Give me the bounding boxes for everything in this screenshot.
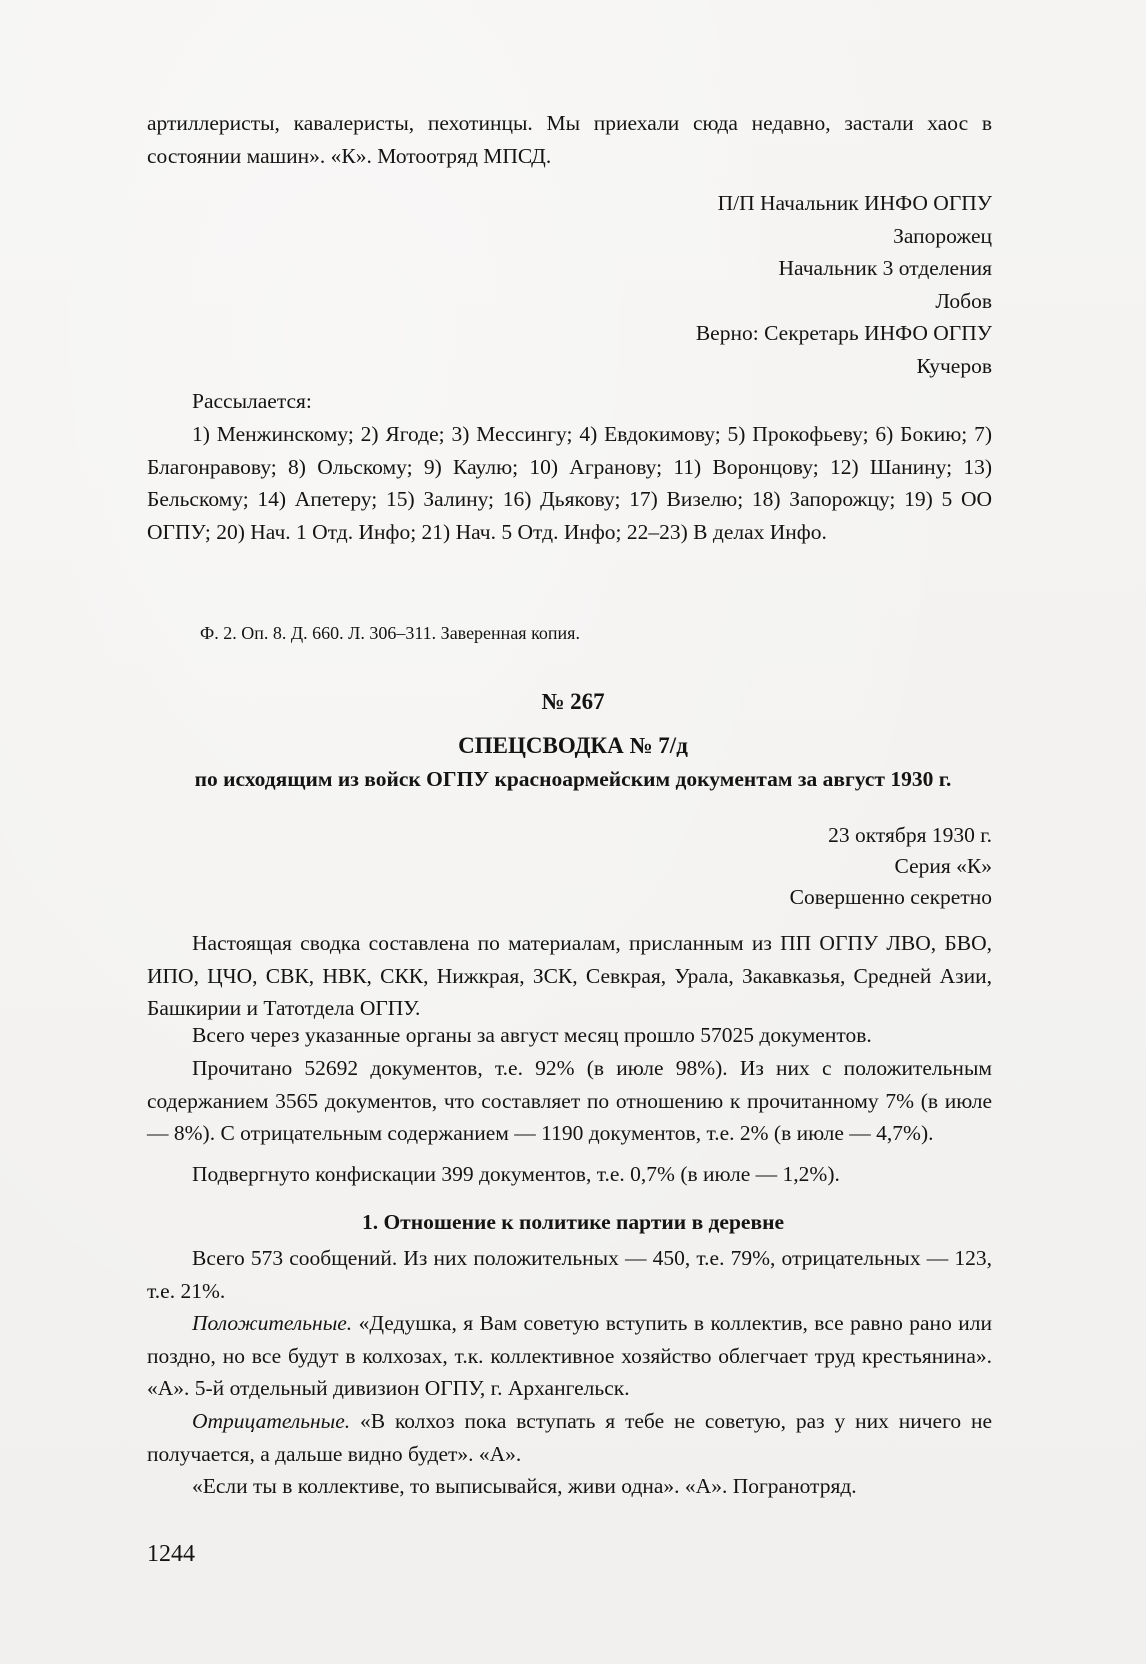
last-quote-paragraph: «Если ты в коллективе, то выписывайся, живи одна». «А». Погранотряд.	[192, 1474, 857, 1498]
signature-line: Запорожец	[893, 223, 992, 248]
document-series: Серия «К»	[894, 854, 992, 878]
document-number: № 267	[541, 689, 605, 714]
document-meta	[790, 820, 992, 913]
signature-line: Верно: Секретарь ИНФО ОГПУ	[695, 321, 992, 345]
total-documents-paragraph: Всего через указанные органы за август месяц прошло 57025 документов.	[192, 1023, 872, 1047]
archive-source: Ф. 2. Оп. 8. Д. 660. Л. 306–311. Заверенная копия.	[200, 623, 580, 643]
signature-block	[696, 187, 992, 382]
document-title: СПЕЦСВОДКА № 7/д	[458, 733, 688, 758]
signature-line: П/П Начальник ИНФО ОГПУ	[717, 191, 992, 215]
negative-examples-paragraph	[147, 1405, 992, 1470]
section-heading: 1. Отношение к политике партии в деревне	[361, 1210, 785, 1234]
positive-examples-paragraph	[147, 1307, 992, 1405]
document-subtitle: по исходящим из войск ОГПУ красноармейским документам за август 1930 г.	[194, 767, 952, 791]
distribution-label: Рассылается:	[192, 389, 312, 413]
document-classification: Совершенно секретно	[789, 885, 992, 909]
signature-line: Лобов	[935, 288, 992, 313]
page-number: 1244	[147, 1541, 195, 1567]
read-documents-paragraph: Прочитано 52692 документов, т.е. 92% (в июле 98%). Из них с положительным содержанием 3565 документов, что составляет по отношению к прочитанному 7% (в июле — 8%). С отрицательным содержанием — 1190 документов, т.е. 2% (в июле — 4,7%).	[147, 1056, 992, 1145]
document-date: 23 октября 1930 г.	[828, 823, 992, 847]
opening-paragraph: артиллеристы, кавалеристы, пехотинцы. Мы приехали сюда недавно, застали хаос в состоянии машин». «К». Мотоотряд МПСД.	[147, 111, 992, 168]
positive-text: «Дедушка, я Вам советую вступить в коллектив, все равно рано или поздно, но все будут в колхозах, т.к. коллективное хозяйство облегчает труд крестьянина». «А». 5-й отдельный дивизион ОГПУ, г. Архангельск.	[147, 1311, 992, 1400]
positive-label: Положительные.	[192, 1311, 353, 1335]
signature-line: Начальник 3 отделения	[778, 256, 992, 280]
negative-text: «В колхоз пока вступать я тебе не советую, раз у них ничего не получается, а дальше видно будет». «А».	[147, 1409, 992, 1466]
distribution-list: 1) Менжинскому; 2) Ягоде; 3) Мессингу; 4) Евдокимову; 5) Прокофьеву; 6) Бокию; 7) Благонравову; 8) Ольскому; 9) Каулю; 10) Агранову; 11) Воронцову; 12) Шанину; 13) Бельскому; 14) Апетеру; 15) Залину; 16) Дьякову; 17) Визелю; 18) Запорожцу; 19) 5 ОО ОГПУ; 20) Нач. 1 Отд. Инфо; 21) Нач. 5 Отд. Инфо; 22–23) В делах Инфо.	[147, 422, 992, 544]
negative-label: Отрицательные.	[192, 1409, 351, 1433]
section-total-paragraph: Всего 573 сообщений. Из них положительных — 450, т.е. 79%, отрицательных — 123, т.е. 21%.	[147, 1246, 992, 1303]
signature-line: Кучеров	[916, 353, 992, 378]
intro-paragraph: Настоящая сводка составлена по материалам, присланным из ПП ОГПУ ЛВО, БВО, ИПО, ЦЧО, СВК, НВК, СКК, Нижкрая, ЗСК, Севкрая, Урала, Закавказья, Средней Азии, Башкирии и Татотдела ОГПУ.	[147, 931, 992, 1020]
confiscated-paragraph: Подвергнуто конфискации 399 документов, т.е. 0,7% (в июле — 1,2%).	[192, 1162, 840, 1186]
